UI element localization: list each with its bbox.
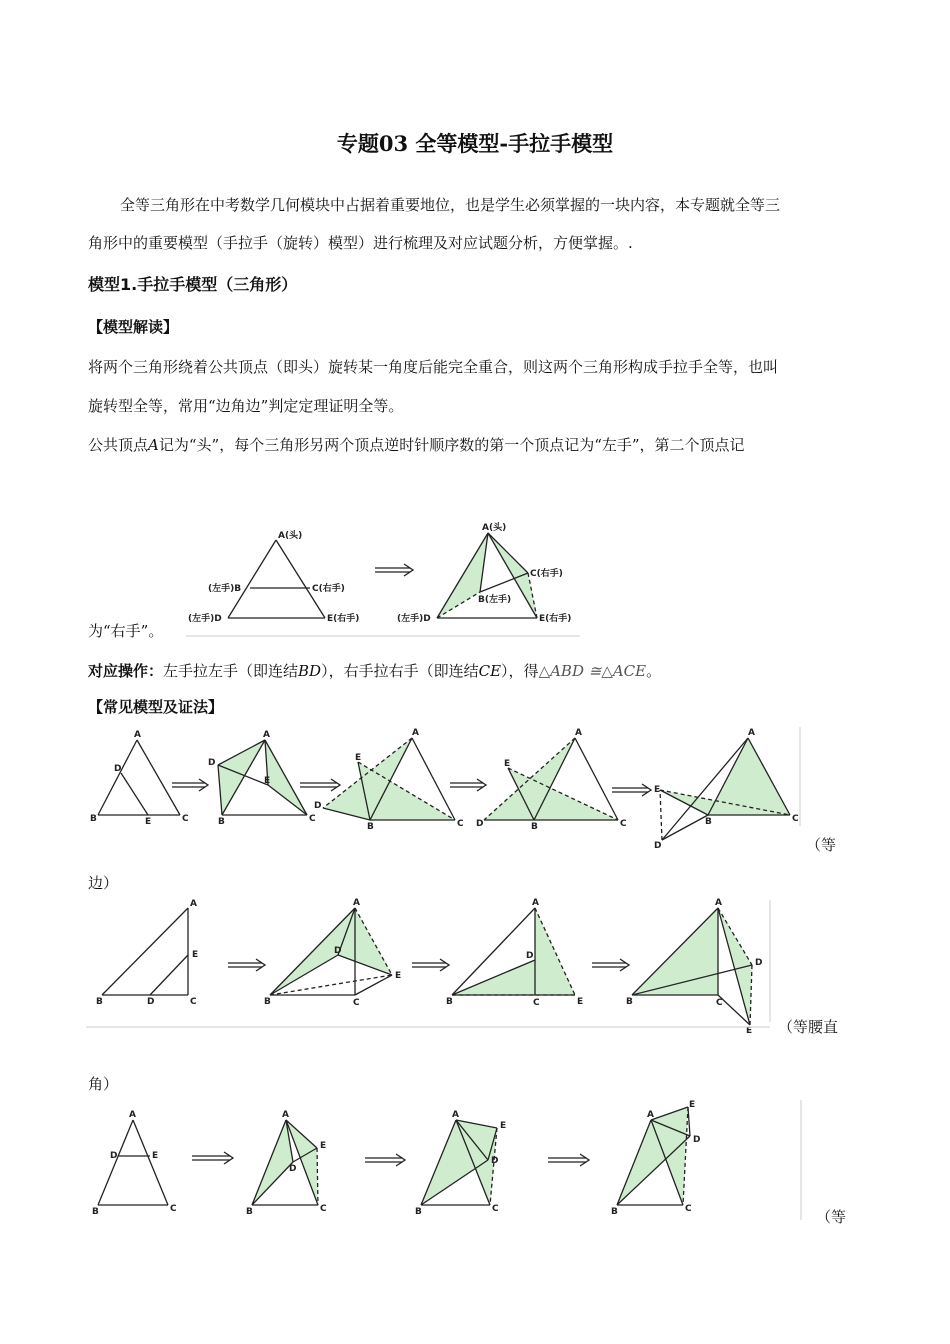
vertex-label: D <box>654 841 662 851</box>
vertex-label: B(左手) <box>478 595 512 605</box>
text: 公共顶点 <box>88 436 149 454</box>
vertex-label: A <box>575 728 582 738</box>
implies-arrow <box>396 1154 405 1166</box>
vertex-label: B <box>90 814 97 824</box>
vertex-label: C <box>320 1204 327 1214</box>
vertex-label: C(右手) <box>530 569 563 579</box>
vertex-label: A <box>129 1110 136 1120</box>
vertex-label: A <box>134 730 141 740</box>
vertex-label: C <box>182 814 189 824</box>
vertex-label: B <box>415 1207 422 1217</box>
vertex-label: B <box>367 822 374 832</box>
vertex-label: B <box>264 997 271 1007</box>
vertex-label: A <box>452 1110 459 1120</box>
figure-line <box>688 1107 690 1136</box>
caption-isosceles-right-a: （等腰直 <box>778 1018 839 1036</box>
text: 。 <box>646 662 662 680</box>
vertex-label: A <box>748 728 755 738</box>
caption-equilateral-a: （等 <box>806 836 837 854</box>
vertex-label: B <box>626 997 633 1007</box>
vertex-label: A <box>647 1110 654 1120</box>
var: A <box>148 436 159 454</box>
vertex-label: C <box>620 819 627 829</box>
head-definition-end: 为“右手”。 <box>88 622 164 640</box>
vertex-label: E <box>355 753 362 763</box>
vertex-label: C <box>457 819 464 829</box>
vertex-label: E(右手) <box>327 614 360 624</box>
operation-label: 对应操作： <box>88 662 164 680</box>
vertex-label: C <box>309 814 316 824</box>
vertex-label: E(右手) <box>539 614 572 624</box>
figure-line <box>228 540 276 618</box>
implies-arrow <box>580 1154 589 1166</box>
vertex-label: C <box>353 998 360 1008</box>
vertex-label: D <box>110 1151 118 1161</box>
implies-arrow <box>642 784 651 796</box>
vertex-label: D <box>114 764 122 774</box>
congruence-formula: △ABD ≅△ACE <box>538 662 647 680</box>
vertex-label: A(头) <box>482 523 507 533</box>
vertex-label: (左手)D <box>397 614 431 624</box>
figure-line <box>121 773 148 815</box>
figure-line <box>98 1120 133 1205</box>
vertex-label: B <box>218 817 225 827</box>
figure-line <box>137 740 180 815</box>
vertex-label: B <box>611 1207 618 1217</box>
caption-isosceles: （等 <box>816 1208 847 1226</box>
vertex-label: C <box>533 998 540 1008</box>
figure-line <box>276 540 325 618</box>
text: ），右手拉右手（即连结 <box>321 662 479 680</box>
vertex-label: C <box>792 814 799 824</box>
vertex-label: C(右手) <box>312 584 345 594</box>
vertex-label: C <box>170 1204 177 1214</box>
implies-arrow <box>224 1152 233 1164</box>
figure-line <box>133 1120 168 1205</box>
caption-equilateral-b: 边） <box>88 874 119 892</box>
figure-line <box>102 908 188 995</box>
vertex-label: C <box>685 1204 692 1214</box>
vertex-label: E <box>689 1100 696 1110</box>
vertex-label: A <box>532 898 539 908</box>
vertex-label: E <box>746 1026 753 1036</box>
vertex-label: E <box>395 971 402 981</box>
implies-arrow <box>199 779 208 791</box>
vertex-label: E <box>320 1141 327 1151</box>
vertex-label: D <box>476 819 484 829</box>
common-models-heading: 【常见模型及证法】 <box>88 698 224 716</box>
interpretation-line-2: 旋转型全等，常用“边角边”判定定理证明全等。 <box>88 397 404 415</box>
vertex-label: D <box>491 1156 499 1166</box>
vertex-label: D <box>314 801 322 811</box>
vertex-label: A(头) <box>278 531 303 541</box>
vertex-label: E <box>264 776 271 786</box>
vertex-label: A <box>282 1110 289 1120</box>
vertex-label: D <box>208 758 216 768</box>
intro-line-2: 角形中的重要模型（手拉手（旋转）模型）进行梳理及对应试题分析，方便掌握。. <box>88 234 633 252</box>
implies-arrow <box>256 959 265 971</box>
figure-shade <box>252 1120 293 1205</box>
text: 记为“头”，每个三角形另两个顶点逆时针顺序数的第一个顶点记为“左手”，第二个顶点记 <box>158 436 745 454</box>
page-title: 专题03 全等模型-手拉手模型 <box>336 131 614 156</box>
vertex-label: E <box>145 817 152 827</box>
var: BD <box>298 662 322 680</box>
vertex-label: D <box>693 1135 701 1145</box>
intro-line-1: 全等三角形在中考数学几何模块中占据着重要地位，也是学生必须掌握的一块内容，本专题就全等三 <box>120 196 781 214</box>
implies-arrow <box>331 779 340 791</box>
interpretation-heading: 【模型解读】 <box>88 318 179 336</box>
vertex-label: A <box>412 728 419 738</box>
vertex-label: B <box>446 997 453 1007</box>
figure-line <box>150 955 188 995</box>
implies-arrow <box>620 959 629 971</box>
vertex-label: B <box>531 822 538 832</box>
figure-line <box>98 740 137 815</box>
vertex-label: E <box>152 1151 159 1161</box>
vertex-label: E <box>192 950 199 960</box>
vertex-label: B <box>96 997 103 1007</box>
figure-line <box>662 815 708 840</box>
text: 左手拉左手（即连结 <box>163 662 299 680</box>
vertex-label: C <box>190 997 197 1007</box>
text: ），得 <box>501 662 539 680</box>
vertex-label: D <box>147 997 155 1007</box>
vertex-label: (左手)B <box>208 584 242 594</box>
implies-arrow <box>477 779 486 791</box>
vertex-label: (左手)D <box>188 614 222 624</box>
section-heading: 模型1.手拉手模型（三角形） <box>88 275 298 294</box>
implies-arrow <box>440 959 449 971</box>
vertex-label: E <box>577 997 584 1007</box>
vertex-label: C <box>716 998 723 1008</box>
vertex-label: C <box>492 1204 499 1214</box>
vertex-label: A <box>263 730 270 740</box>
vertex-label: B <box>92 1207 99 1217</box>
implies-arrow <box>404 564 413 576</box>
vertex-label: B <box>705 817 712 827</box>
vertex-label: D <box>334 946 342 956</box>
vertex-label: E <box>500 1121 507 1131</box>
vertex-label: E <box>654 785 661 795</box>
vertex-label: A <box>715 898 722 908</box>
vertex-label: A <box>353 898 360 908</box>
vertex-label: D <box>526 951 534 961</box>
caption-isosceles-right-b: 角） <box>88 1075 119 1093</box>
vertex-label: A <box>190 899 197 909</box>
figure-line <box>355 975 392 995</box>
vertex-label: E <box>504 759 511 769</box>
figure-line <box>660 790 662 840</box>
interpretation-line-1: 将两个三角形绕着公共顶点（即头）旋转某一角度后能完全重合，则这两个三角形构成手拉手全等，也叫 <box>88 358 779 376</box>
vertex-label: B <box>246 1207 253 1217</box>
vertex-label: D <box>755 958 763 968</box>
var: CE <box>478 662 502 680</box>
vertex-label: D <box>289 1164 297 1174</box>
